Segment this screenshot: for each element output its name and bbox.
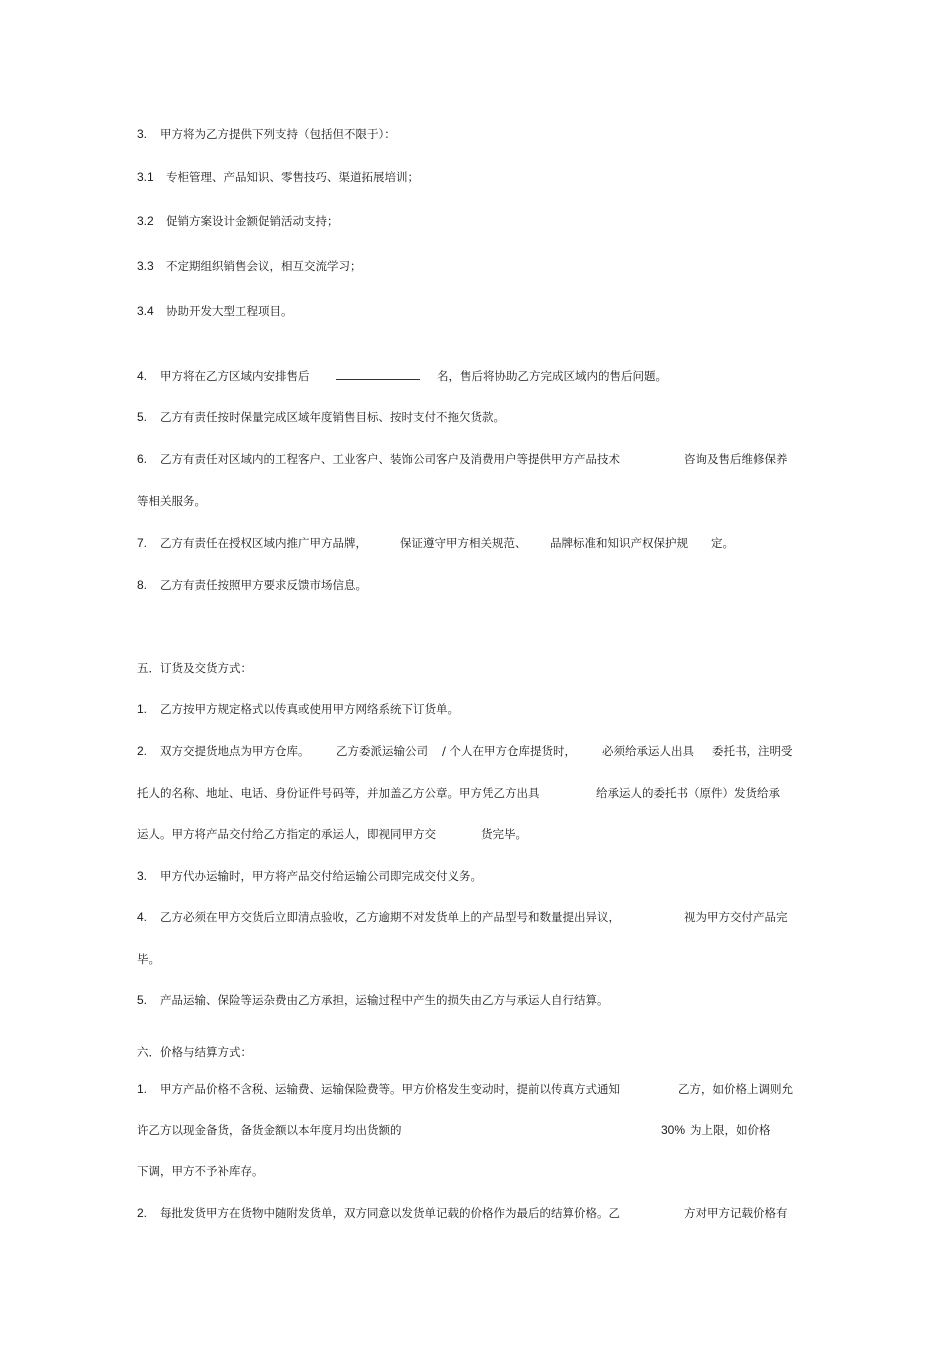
clause-text: 毕。	[137, 952, 160, 966]
clause-number: 3.	[137, 127, 148, 141]
clause-text: 甲方产品价格不含税、运输费、运输保险费等。甲方价格发生变动时，提前以传真方式通知	[160, 1082, 620, 1096]
item-number: 3.4	[137, 304, 154, 318]
clause-text: 名，售后将协助乙方完成区域内的售后问题。	[437, 369, 667, 383]
clause-text: 保证遵守甲方相关规范、	[400, 536, 527, 550]
item-number: 3.2	[137, 214, 154, 228]
clause-text: 乙方有责任按时保量完成区域年度销售目标、按时支付不拖欠货款。	[160, 410, 505, 424]
clause-text: 甲方代办运输时，甲方将产品交付给运输公司即完成交付义务。	[160, 869, 482, 883]
clause-number: 2.	[137, 1206, 148, 1220]
clause-text: 乙方委派运输公司	[336, 744, 428, 758]
clause-text: 货完毕。	[481, 827, 527, 841]
clause-text: 给承运人的委托书（原件）发货给承	[596, 786, 780, 800]
clause-text: 运人。甲方将产品交付给乙方指定的承运人，即视同甲方交	[137, 827, 436, 841]
clause-text: 许乙方以现金备货，备货金额以本年度月均出货额的	[137, 1123, 402, 1137]
clause-text: 为上限，如价格	[690, 1123, 771, 1137]
clause-text: 定。	[711, 536, 734, 550]
clause-text: 下调，甲方不予补库存。	[137, 1164, 264, 1178]
clause-text: 品牌标准和知识产权保护规	[550, 536, 688, 550]
clause-text: 乙方，如价格上调则允	[678, 1082, 793, 1096]
clause-text: 产品运输、保险等运杂费由乙方承担，运输过程中产生的损失由乙方与承运人自行结算。	[160, 993, 609, 1007]
clause-text: 方对甲方记载价格有	[684, 1206, 788, 1220]
clause-text: 咨询及售后维修保养	[684, 452, 788, 466]
clause-text: 乙方按甲方规定格式以传真或使用甲方网络系统下订货单。	[160, 702, 459, 716]
clause-text: 乙方有责任对区域内的工程客户、工业客户、装饰公司客户及消费用户等提供甲方产品技术	[160, 452, 620, 466]
item-text: 不定期组织销售会议，相互交流学习；	[166, 259, 362, 273]
clause-number: 4.	[137, 369, 148, 383]
clause-text: 乙方必须在甲方交货后立即清点验收，乙方逾期不对发货单上的产品型号和数量提出异议，	[160, 910, 620, 924]
item-number: 3.1	[137, 170, 154, 184]
clause-text: 等相关服务。	[137, 494, 206, 508]
clause-number: 1.	[137, 1082, 148, 1096]
clause-text: 托人的名称、地址、电话、身份证件号码等，并加盖乙方公章。甲方凭乙方出具	[137, 786, 540, 800]
item-text: 促销方案设计金额促销活动支持；	[166, 214, 339, 228]
clause-number: 6.	[137, 452, 148, 466]
clause-text: 双方交提货地点为甲方仓库。	[160, 744, 310, 758]
item-text: 专柜管理、产品知识、零售技巧、渠道拓展培训；	[166, 170, 419, 184]
clause-number: 7.	[137, 536, 148, 550]
clause-text: 乙方有责任在授权区域内推广甲方品牌，	[160, 536, 367, 550]
clause-text: 必须给承运人出具	[602, 744, 694, 758]
clause-text: 甲方将在乙方区域内安排售后	[160, 369, 310, 383]
clause-text: 委托书，注明受	[712, 744, 793, 758]
section-heading: 六．价格与结算方式：	[137, 1045, 252, 1059]
fill-in-blank	[336, 369, 420, 383]
percentage-value: 30%	[661, 1123, 686, 1137]
clause-text: 视为甲方交付产品完	[684, 910, 788, 924]
section-heading: 五．订货及交货方式：	[137, 661, 252, 675]
clause-text: 甲方将为乙方提供下列支持（包括但不限于）：	[160, 127, 396, 141]
clause-number: 1.	[137, 702, 148, 716]
item-number: 3.3	[137, 259, 154, 273]
clause-text: 乙方有责任按照甲方要求反馈市场信息。	[160, 578, 367, 592]
clause-number: 4.	[137, 910, 148, 924]
clause-number: 2.	[137, 744, 148, 758]
clause-number: 3.	[137, 869, 148, 883]
clause-number: 8.	[137, 578, 148, 592]
item-text: 协助开发大型工程项目。	[166, 304, 293, 318]
clause-number: 5.	[137, 410, 148, 424]
clause-number: 5.	[137, 993, 148, 1007]
clause-text: 每批发货甲方在货物中随附发货单，双方同意以发货单记载的价格作为最后的结算价格。乙	[160, 1206, 620, 1220]
clause-text: / 个人在甲方仓库提货时，	[442, 744, 577, 758]
